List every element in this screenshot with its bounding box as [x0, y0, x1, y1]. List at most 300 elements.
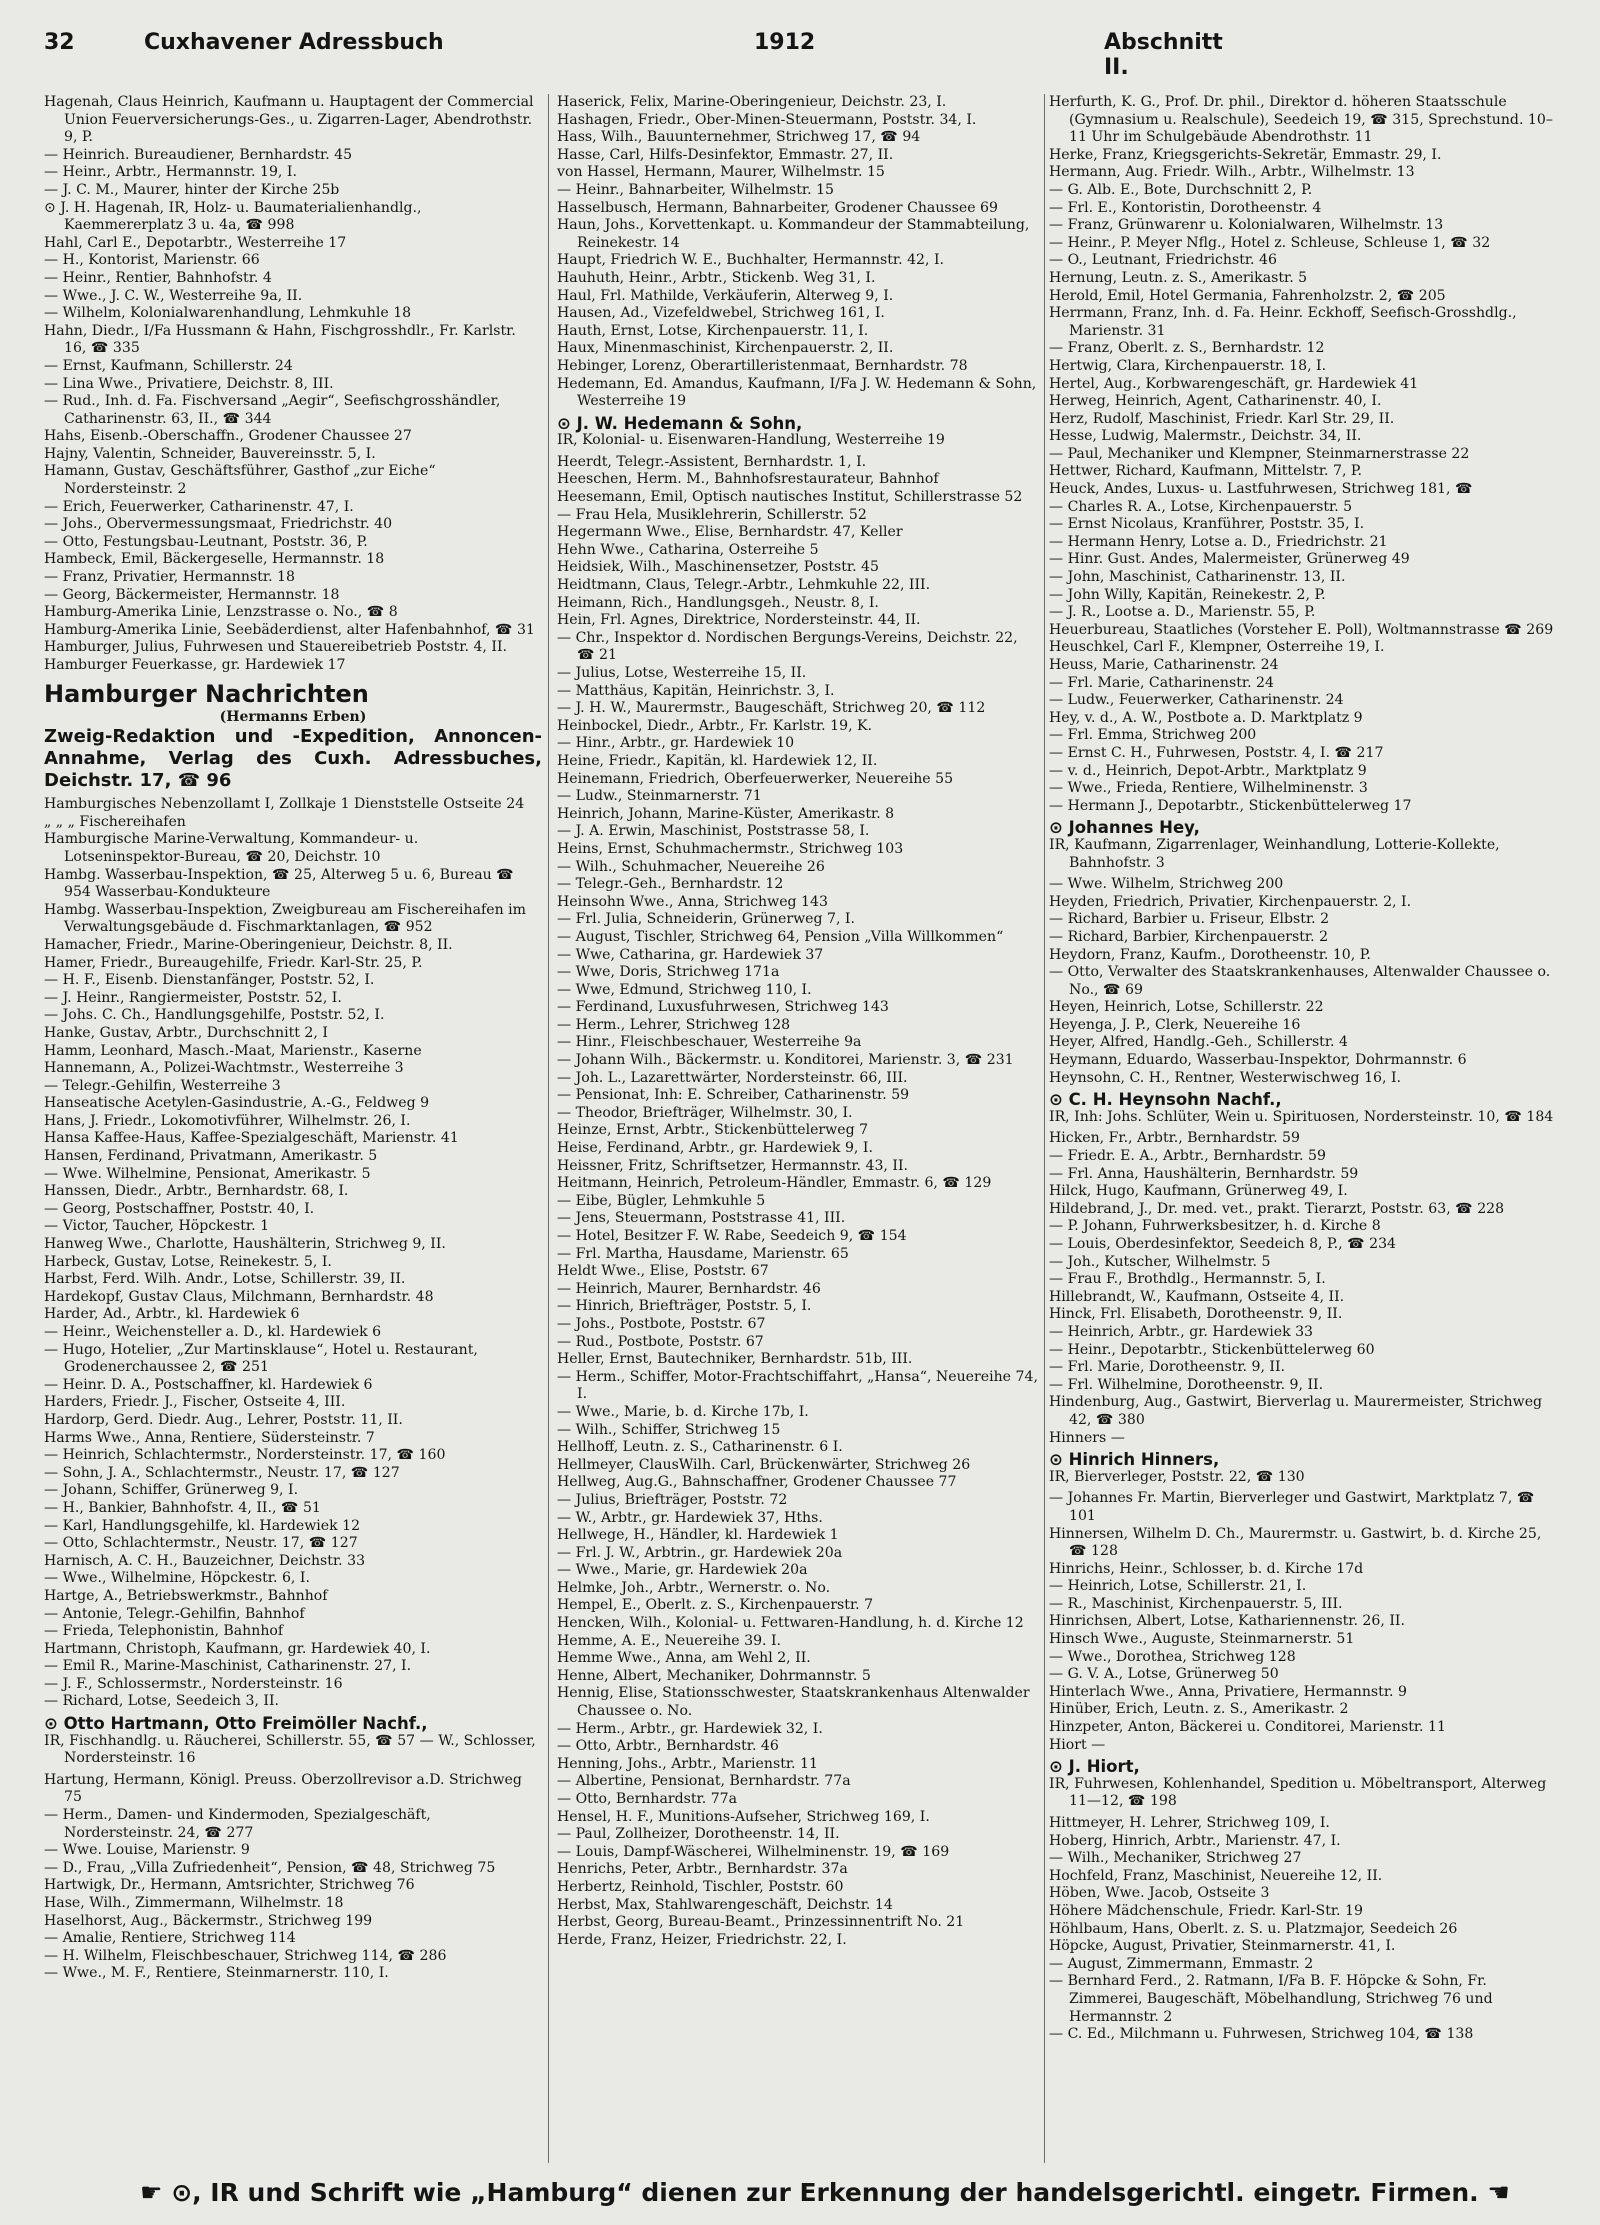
directory-entry: Haselhorst, Aug., Bäckermstr., Strichweg 199 — [44, 1912, 373, 1929]
directory-entry: — Heinr., P. Meyer Nflg., Hotel z. Schleuse, Schleuse 1, ☎ 32 — [1049, 234, 1491, 251]
directory-entry: — Frl. Emma, Strichweg 200 — [1049, 727, 1257, 744]
directory-entry: Hagenah, Claus Heinrich, Kaufmann u. Hauptagent der Commercial Union Feuerversicherungs-Ges., u. Zigarren-Lager, Abendrothstr. 9, P. — [44, 94, 539, 146]
directory-entry: Hellmeyer, ClausWilh. Carl, Brückenwärter, Strichweg 26 — [557, 1456, 971, 1473]
section-label: Abschnitt II. — [1104, 30, 1223, 80]
directory-entry: — Wwe, Edmund, Strichweg 110, I. — [557, 981, 812, 998]
directory-entry: Harbeck, Gustav, Lotse, Reinekestr. 5, I. — [44, 1253, 332, 1270]
directory-entry: — Wilhelm, Kolonialwarenhandlung, Lehmkuhle 18 — [44, 305, 412, 322]
directory-entry: Hensel, H. F., Munitions-Aufseher, Strichweg 169, I. — [557, 1808, 930, 1825]
directory-entry: Henne, Albert, Mechaniker, Dohrmannstr. 5 — [557, 1667, 871, 1684]
directory-entry: Heise, Ferdinand, Arbtr., gr. Hardewiek 9, I. — [557, 1140, 873, 1157]
directory-entry: — Richard, Barbier u. Friseur, Elbstr. 2 — [1049, 911, 1330, 928]
directory-entry: — Wwe., Wilhelmine, Höpckestr. 6, I. — [44, 1570, 310, 1587]
directory-entry: Harms Wwe., Anna, Rentiere, Südersteinstr. 7 — [44, 1429, 375, 1446]
directory-entry: — G. Alb. E., Bote, Durchschnitt 2, P. — [1049, 181, 1313, 198]
directory-entry: Hauhuth, Heinr., Arbtr., Stickenb. Weg 31, I. — [557, 269, 876, 286]
directory-entry: Hass, Wilh., Bauunternehmer, Strichweg 17, ☎ 94 — [557, 129, 921, 146]
directory-entry: Hans, J. Friedr., Lokomotivführer, Wilhelmstr. 26, I. — [44, 1112, 411, 1129]
directory-entry: Heidsiek, Wilh., Maschinensetzer, Poststr. 45 — [557, 559, 879, 576]
directory-entry: — Georg, Postschaffner, Poststr. 40, I. — [44, 1200, 315, 1217]
firm-advertisement — [1049, 819, 1554, 872]
directory-entry: Hamer, Friedr., Bureaugehilfe, Friedr. Karl-Str. 25, P. — [44, 954, 423, 971]
directory-entry: Hey, v. d., A. W., Postbote a. D. Marktplatz 9 — [1049, 709, 1363, 726]
directory-entry: — Wwe., Dorothea, Strichweg 128 — [1049, 1648, 1296, 1665]
directory-entry: Heldt Wwe., Elise, Poststr. 67 — [557, 1263, 769, 1280]
directory-entry: — Chr., Inspektor d. Nordischen Bergungs-Vereins, Deichstr. 22, ☎ 21 — [557, 629, 1023, 664]
directory-entry: — Wilh., Schiffer, Strichweg 15 — [557, 1421, 781, 1438]
directory-entry: — Lina Wwe., Privatiere, Deichstr. 8, III. — [44, 375, 334, 392]
directory-entry: Hiort — — [1049, 1736, 1106, 1753]
directory-entry: Heymann, Eduardo, Wasserbau-Inspektor, Dohrmannstr. 6 — [1049, 1052, 1467, 1069]
directory-entry: Hesse, Ludwig, Malermstr., Deichstr. 34, II. — [1049, 428, 1362, 445]
directory-entry: — Telegr.-Geh., Bernhardstr. 12 — [557, 876, 784, 893]
directory-entry: Hanke, Gustav, Arbtr., Durchschnitt 2, I — [44, 1024, 328, 1041]
footer-note: ☛ ⊙, IR und Schrift wie „Hamburg“ dienen zur Erkennung der handelsgerichtl. eingetr. Firmen. ☚ — [140, 2178, 1510, 2207]
directory-entry: — J. R., Lootse a. D., Marienstr. 55, P. — [1049, 604, 1316, 621]
directory-entry: Heynsohn, C. H., Rentner, Westerwischweg 16, I. — [1049, 1069, 1402, 1086]
directory-entry: — Franz, Grünwarenr u. Kolonialwaren, Wilhelmstr. 13 — [1049, 217, 1444, 234]
directory-entry: — Heinr., Rentier, Bahnhofstr. 4 — [44, 269, 272, 286]
book-title: Cuxhavener Adressbuch — [144, 30, 444, 55]
directory-entry: — Louis, Dampf-Wäscherei, Wilhelminenstr. 19, ☎ 169 — [557, 1843, 950, 1860]
directory-entry: — Otto, Arbtr., Bernhardstr. 46 — [557, 1738, 779, 1755]
directory-entry: — Heinr., Weichensteller a. D., kl. Hardewiek 6 — [44, 1324, 382, 1340]
directory-entry: — Albertine, Pensionat, Bernhardstr. 77a — [557, 1773, 851, 1790]
directory-entry: Heinbockel, Diedr., Arbtr., Fr. Karlstr. 19, K. — [557, 717, 873, 734]
directory-entry: Heuschkel, Carl F., Klempner, Osterreihe 19, I. — [1049, 639, 1385, 656]
ad-title: ⊙ J. Hiort, — [1049, 1757, 1140, 1777]
directory-entry: — H., Bankier, Bahnhofstr. 4, II., ☎ 51 — [44, 1499, 321, 1516]
directory-entry: — Georg, Bäckermeister, Hermannstr. 18 — [44, 586, 340, 603]
directory-entry: — August, Zimmermann, Emmastr. 2 — [1049, 1955, 1314, 1972]
directory-entry: Helmke, Joh., Arbtr., Wernerstr. o. No. — [557, 1579, 831, 1596]
directory-entry: — Wwe, Catharina, gr. Hardewiek 37 — [557, 946, 824, 963]
directory-entry: — Wwe., M. F., Rentiere, Steinmarnerstr. 110, I. — [44, 1965, 389, 1982]
directory-entry: — Victor, Taucher, Höpckestr. 1 — [44, 1218, 270, 1235]
firm-advertisement — [44, 679, 542, 793]
directory-entry: Hertel, Aug., Korbwarengeschäft, gr. Hardewiek 41 — [1049, 375, 1419, 392]
directory-entry: Hebinger, Lorenz, Oberartilleristenmaat, Bernhardstr. 78 — [557, 357, 968, 374]
directory-entry: — Wwe., Marie, b. d. Kirche 17b, I. — [557, 1403, 809, 1420]
directory-entry: — Hotel, Besitzer F. W. Rabe, Seedeich 9, ☎ 154 — [557, 1228, 907, 1244]
directory-entry: Heuerbureau, Staatliches (Vorsteher E. Poll), Woltmannstrasse ☎ 269 — [1049, 621, 1554, 638]
directory-entry: Heinrich, Johann, Marine-Küster, Amerikastr. 8 — [557, 805, 895, 822]
directory-entry: — J. F., Schlossermstr., Nordersteinstr. 16 — [44, 1675, 343, 1692]
firm-advertisement — [557, 415, 1039, 450]
directory-entry: ⊙ J. H. Hagenah, IR, Holz- u. Baumaterialienhandlg., Kaemmererplatz 3 u. 4a, ☎ 998 — [44, 199, 426, 234]
directory-entry: — Frl. Wilhelmine, Dorotheenstr. 9, II. — [1049, 1376, 1324, 1393]
directory-entry: Hannemann, A., Polizei-Wachtmstr., Westerreihe 3 — [44, 1060, 404, 1077]
directory-entry: Hartmann, Christoph, Kaufmann, gr. Hardewiek 40, I. — [44, 1640, 431, 1657]
directory-entry: „ „ „ Fischereihafen — [44, 813, 186, 830]
directory-entry: Hasse, Carl, Hilfs-Desinfektor, Emmastr. 27, II. — [557, 146, 894, 163]
directory-entry: — Wilh., Mechaniker, Strichweg 27 — [1049, 1850, 1302, 1867]
directory-entry: — Karl, Handlungsgehilfe, kl. Hardewiek 12 — [44, 1517, 361, 1534]
directory-entry: Heydorn, Franz, Kaufm., Dorotheenstr. 10, P. — [1049, 946, 1371, 963]
directory-entry: — O., Leutnant, Friedrichstr. 46 — [1049, 252, 1277, 269]
directory-entry: — Telegr.-Gehilfin, Westerreihe 3 — [44, 1077, 281, 1094]
directory-entry: — Frl. Martha, Hausdame, Marienstr. 65 — [557, 1245, 849, 1262]
directory-entry: Herke, Franz, Kriegsgerichts-Sekretär, Emmastr. 29, I. — [1049, 146, 1442, 163]
directory-entry: Henrichs, Peter, Arbtr., Bernhardstr. 37a — [557, 1861, 848, 1878]
directory-entry: Heesemann, Emil, Optisch nautisches Institut, Schillerstrasse 52 — [557, 489, 1023, 506]
directory-entry: Hinck, Frl. Elisabeth, Dorotheenstr. 9, II. — [1049, 1306, 1343, 1323]
ad-text: IR, Fischhandlg. u. Räucherei, Schillerstr. 55, ☎ 57 — W., Schlosser, Nordersteinstr. 16 — [44, 1732, 541, 1767]
directory-entry: — Frl. Marie, Catharinenstr. 24 — [1049, 674, 1274, 691]
directory-entry: Heinze, Ernst, Arbtr., Stickenbüttelerweg 7 — [557, 1122, 869, 1139]
ad-text: IR, Kaufmann, Zigarrenlager, Weinhandlung, Lotterie-Kollekte, Bahnhofstr. 3 — [1049, 836, 1505, 871]
directory-entry: — W., Arbtr., gr. Hardewiek 37, Hths. — [557, 1509, 823, 1526]
directory-entry: — Antonie, Telegr.-Gehilfin, Bahnhof — [44, 1605, 305, 1622]
directory-entry: Hamburger Feuerkasse, gr. Hardewiek 17 — [44, 657, 346, 673]
directory-entry: Harbst, Ferd. Wilh. Andr., Lotse, Schillerstr. 39, II. — [44, 1271, 406, 1288]
directory-entry: — Hinr. Gust. Andes, Malermeister, Grünerweg 49 — [1049, 551, 1410, 568]
directory-entry: — Richard, Lotse, Seedeich 3, II. — [44, 1693, 280, 1710]
directory-entry: — Heinrich, Maurer, Bernhardstr. 46 — [557, 1280, 821, 1297]
directory-entry: Herfurth, K. G., Prof. Dr. phil., Direktor d. höheren Staatsschule (Gymnasium u. Realschule), Seedeich 19, ☎ 315, Sprechstund. 10–11 Uhr im Schulgebäude Abendrothstr. 11 — [1049, 94, 1553, 146]
directory-entry: — Johs., Obervermessungsmaat, Friedrichstr. 40 — [44, 516, 393, 533]
directory-entry: — Heinrich, Lotse, Schillerstr. 21, I. — [1049, 1578, 1307, 1595]
directory-entry: — Wilh., Schuhmacher, Neuereihe 26 — [557, 858, 825, 875]
directory-entry: Heinemann, Friedrich, Oberfeuerwerker, Neuereihe 55 — [557, 770, 954, 787]
directory-entry: — Wwe., J. C. W., Westerreihe 9a, II. — [44, 287, 303, 304]
directory-entry: — Johs., Postbote, Poststr. 67 — [557, 1315, 766, 1332]
directory-entry: — Wwe, Doris, Strichweg 171a — [557, 964, 780, 981]
directory-entry: — Ernst, Kaufmann, Schillerstr. 24 — [44, 357, 293, 374]
directory-entry: — Otto, Verwalter des Staatskrankenhauses, Altenwalder Chaussee o. No., ☎ 69 — [1049, 964, 1555, 998]
directory-entry: — Johannes Fr. Martin, Bierverleger und Gastwirt, Marktplatz 7, ☎ 101 — [1049, 1490, 1539, 1524]
directory-entry: Hellwege, H., Händler, kl. Hardewiek 1 — [557, 1527, 839, 1544]
directory-entry: Hinsch Wwe., Auguste, Steinmarnerstr. 51 — [1049, 1631, 1355, 1648]
directory-entry: — Heinr., Arbtr., Hermannstr. 19, I. — [44, 164, 297, 181]
directory-entry: Hanweg Wwe., Charlotte, Haushälterin, Strichweg 9, II. — [44, 1236, 446, 1253]
directory-entry: Hamburg-Amerika Linie, Lenzstrasse o. No., ☎ 8 — [44, 604, 398, 621]
directory-entry: — Herm., Arbtr., gr. Hardewiek 32, I. — [557, 1720, 823, 1737]
directory-entry: — John, Maschinist, Catharinenstr. 13, II. — [1049, 569, 1346, 586]
directory-entry: — Paul, Zollheizer, Dorotheenstr. 14, II. — [557, 1826, 840, 1843]
directory-entry: — H. Wilhelm, Fleischbeschauer, Strichweg 114, ☎ 286 — [44, 1947, 447, 1964]
directory-entry: — Frau F., Brothdlg., Hermannstr. 5, I. — [1049, 1271, 1326, 1288]
directory-entry: — Franz, Privatier, Hermannstr. 18 — [44, 569, 295, 586]
directory-entry: — Hinr., Arbtr., gr. Hardewiek 10 — [557, 735, 795, 752]
directory-entry: Hasselbusch, Hermann, Bahnarbeiter, Grodener Chaussee 69 — [557, 199, 998, 216]
directory-entry: — Herm., Lehrer, Strichweg 128 — [557, 1016, 791, 1033]
directory-entry: — Charles R. A., Lotse, Kirchenpauerstr. 5 — [1049, 498, 1353, 515]
directory-entry: Hinners — — [1049, 1429, 1125, 1446]
directory-entry: Heimann, Rich., Handlungsgeh., Neustr. 8, I. — [557, 594, 879, 611]
directory-entry: — Hermann J., Depotarbtr., Stickenbüttelerweg 17 — [1049, 797, 1412, 814]
directory-entry: — Julius, Lotse, Westerreihe 15, II. — [557, 665, 807, 681]
directory-entry: Harder, Ad., Arbtr., kl. Hardewiek 6 — [44, 1306, 300, 1323]
directory-entry: Herrmann, Franz, Inh. d. Fa. Heinr. Eckhoff, Seefisch-Grosshdlg., Marienstr. 31 — [1049, 305, 1522, 339]
directory-entry: — Amalie, Rentiere, Strichweg 114 — [44, 1930, 296, 1947]
directory-entry: — Otto, Bernhardstr. 77a — [557, 1791, 738, 1807]
ad-title: ⊙ Johannes Hey, — [1049, 818, 1200, 838]
directory-entry: Hartung, Hermann, Königl. Preuss. Oberzollrevisor a.D. Strichweg 75 — [44, 1771, 527, 1806]
directory-entry: Hamann, Gustav, Geschäftsführer, Gasthof „zur Eiche“ Nordersteinstr. 2 — [44, 463, 441, 498]
directory-entry: Henning, Johs., Arbtr., Marienstr. 11 — [557, 1755, 818, 1772]
directory-entry: Hahn, Diedr., I/Fa Hussmann & Hahn, Fischgrosshdlr., Fr. Karlstr. 16, ☎ 335 — [44, 322, 521, 357]
directory-column-3 — [1049, 94, 1554, 2163]
directory-entry: Harders, Friedr. J., Fischer, Ostseite 4, III. — [44, 1394, 346, 1411]
directory-entry: Heidtmann, Claus, Telegr.-Arbtr., Lehmkuhle 22, III. — [557, 577, 931, 594]
directory-entry: Hahs, Eisenb.-Oberschaffn., Grodener Chaussee 27 — [44, 428, 412, 445]
ad-title: ⊙ Otto Hartmann, Otto Freimöller Nachf., — [44, 1714, 428, 1734]
directory-entry: Haupt, Friedrich W. E., Buchhalter, Hermannstr. 42, I. — [557, 252, 945, 269]
directory-entry: Herbst, Max, Stahlwarengeschäft, Deichstr. 14 — [557, 1896, 893, 1913]
directory-entry: Hennig, Elise, Stationsschwester, Staatskrankenhaus Altenwalder Chaussee o. No. — [557, 1685, 1035, 1720]
directory-entry: — Frl. Marie, Dorotheenstr. 9, II. — [1049, 1359, 1286, 1376]
ad-title: ⊙ Hinrich Hinners, — [1049, 1450, 1220, 1470]
directory-entry: von Hassel, Hermann, Maurer, Wilhelmstr. 15 — [557, 164, 885, 181]
directory-entry: — Wwe. Wilhelm, Strichweg 200 — [1049, 876, 1284, 893]
firm-advertisement — [44, 1715, 542, 1768]
directory-entry: Heyenga, J. P., Clerk, Neuereihe 16 — [1049, 1016, 1301, 1033]
directory-entry: Herbst, Georg, Bureau-Beamt., Prinzessinnentrift No. 21 — [557, 1914, 965, 1931]
directory-entry: Hettwer, Richard, Kaufmann, Mittelstr. 7, P. — [1049, 463, 1363, 480]
directory-entry: — D., Frau, „Villa Zufriedenheit“, Pension, ☎ 48, Strichweg 75 — [44, 1859, 496, 1876]
directory-entry: Hindenburg, Aug., Gastwirt, Bierverlag u. Maurermeister, Strichweg 42, ☎ 380 — [1049, 1394, 1547, 1428]
directory-entry: — Franz, Oberlt. z. S., Bernhardstr. 12 — [1049, 340, 1325, 357]
firm-advertisement — [1049, 1451, 1554, 1486]
directory-entry: Hamburger, Julius, Fuhrwesen und Stauereibetrieb Poststr. 4, II. — [44, 639, 507, 656]
directory-entry: — J. A. Erwin, Maschinist, Poststrasse 58, I. — [557, 823, 870, 840]
directory-entry: Heins, Ernst, Schuhmachermstr., Strichweg 103 — [557, 840, 904, 857]
directory-entry: Hemme Wwe., Anna, am Wehl 2, II. — [557, 1650, 811, 1667]
ad-text: IR, Kolonial- u. Eisenwaren-Handlung, Westerreihe 19 — [557, 432, 945, 449]
directory-entry: — Wwe., Frieda, Rentiere, Wilhelminenstr. 3 — [1049, 780, 1368, 797]
directory-entry: Herde, Franz, Heizer, Friedrichstr. 22, I. — [557, 1931, 847, 1948]
directory-entry: — Frl. Julia, Schneiderin, Grünerweg 7, I. — [557, 911, 855, 928]
directory-entry: Hartwigk, Dr., Hermann, Amtsrichter, Strichweg 76 — [44, 1877, 415, 1894]
directory-entry: Hanseatische Acetylen-Gasindustrie, A.-G., Feldweg 9 — [44, 1095, 430, 1112]
directory-entry: Hamburgisches Nebenzollamt I, Zollkaje 1 Dienststelle Ostseite 24 — [44, 796, 525, 813]
directory-entry: Hashagen, Friedr., Ober-Minen-Steuermann, Poststr. 34, I. — [557, 111, 977, 128]
directory-entry: — Joh. L., Lazarettwärter, Nordersteinstr. 66, III. — [557, 1069, 908, 1086]
directory-entry: — Heinrich, Schlachtermstr., Nordersteinstr. 17, ☎ 160 — [44, 1447, 446, 1464]
directory-entry: Hemme, A. E., Neuereihe 39. I. — [557, 1632, 782, 1649]
directory-entry: — J. H. W., Maurermstr., Baugeschäft, Strichweg 20, ☎ 112 — [557, 700, 986, 717]
firm-advertisement — [1049, 1091, 1554, 1126]
directory-entry: Hencken, Wilh., Kolonial- u. Fettwaren-Handlung, h. d. Kirche 12 — [557, 1615, 1024, 1632]
directory-entry: — Hermann Henry, Lotse a. D., Friedrichstr. 21 — [1049, 533, 1388, 550]
directory-entry: — Wwe. Louise, Marienstr. 9 — [44, 1842, 250, 1859]
directory-entry: — Eibe, Bügler, Lehmkuhle 5 — [557, 1192, 766, 1209]
directory-entry: Hambg. Wasserbau-Inspektion, ☎ 25, Alterweg 5 u. 6, Bureau ☎ 954 Wasserbau-Kondukteure — [44, 866, 519, 901]
directory-entry: — Johann, Schiffer, Grünerweg 9, I. — [44, 1482, 299, 1499]
directory-entry: Hedemann, Ed. Amandus, Kaufmann, I/Fa J. W. Hedemann & Sohn, Westerreihe 19 — [557, 375, 1041, 410]
directory-entry: Hillebrandt, W., Kaufmann, Ostseite 4, II. — [1049, 1288, 1345, 1305]
directory-entry: Harnisch, A. C. H., Bauzeichner, Deichstr. 33 — [44, 1552, 366, 1569]
directory-entry: — Erich, Feuerwerker, Catharinenstr. 47, I. — [44, 498, 354, 515]
directory-entry: Hernung, Leutn. z. S., Amerikastr. 5 — [1049, 269, 1308, 286]
directory-entry: — Frl. Anna, Haushälterin, Bernhardstr. 59 — [1049, 1165, 1359, 1182]
directory-entry: Heyen, Heinrich, Lotse, Schillerstr. 22 — [1049, 999, 1324, 1016]
directory-entry: — Frieda, Telephonistin, Bahnhof — [44, 1623, 284, 1640]
directory-entry: — Hinrich, Briefträger, Poststr. 5, I. — [557, 1298, 812, 1315]
directory-entry: Hinüber, Erich, Leutn. z. S., Amerikastr. 2 — [1049, 1701, 1349, 1718]
directory-entry: — v. d., Heinrich, Depot-Arbtr., Marktplatz 9 — [1049, 762, 1367, 779]
directory-entry: Hein, Frl. Agnes, Direktrice, Nordersteinstr. 44, II. — [557, 612, 921, 629]
directory-entry: Hittmeyer, H. Lehrer, Strichweg 109, I. — [1049, 1815, 1330, 1831]
directory-entry: Haserick, Felix, Marine-Oberingenieur, Deichstr. 23, I. — [557, 94, 947, 110]
ad-title: Hamburger Nachrichten — [44, 679, 369, 708]
directory-entry: Hauth, Ernst, Lotse, Kirchenpauerstr. 11, I. — [557, 322, 869, 339]
directory-entry: Heyer, Alfred, Handlg.-Geh., Schillerstr. 4 — [1049, 1034, 1348, 1051]
directory-entry: Hansen, Ferdinand, Privatmann, Amerikastr. 5 — [44, 1148, 378, 1165]
directory-entry: Hajny, Valentin, Schneider, Bauvereinsstr. 5, I. — [44, 445, 376, 462]
directory-entry: Hildebrand, J., Dr. med. vet., prakt. Tierarzt, Poststr. 63, ☎ 228 — [1049, 1200, 1505, 1217]
ad-text: IR, Bierverleger, Poststr. 22, ☎ 130 — [1049, 1468, 1305, 1485]
directory-entry: Hellweg, Aug.G., Bahnschaffner, Grodener Chaussee 77 — [557, 1474, 957, 1491]
directory-entry: Höhere Mädchenschule, Friedr. Karl-Str. 19 — [1049, 1902, 1363, 1919]
directory-entry: — P. Johann, Fuhrwerksbesitzer, h. d. Kirche 8 — [1049, 1218, 1381, 1235]
column-divider — [548, 94, 549, 2163]
directory-entry: — Frau Hela, Musiklehrerin, Schillerstr. 52 — [557, 506, 867, 523]
directory-entry: Höben, Wwe. Jacob, Ostseite 3 — [1049, 1885, 1270, 1902]
directory-entry: — Louis, Oberdesinfektor, Seedeich 8, P., ☎ 234 — [1049, 1236, 1397, 1252]
page-header — [44, 30, 1244, 80]
directory-entry: Hamm, Leonhard, Masch.-Maat, Marienstr., Kaserne — [44, 1042, 422, 1059]
directory-entry: — Rud., Postbote, Poststr. 67 — [557, 1333, 764, 1350]
directory-entry: — Ludw., Steinmarnerstr. 71 — [557, 788, 762, 805]
directory-entry: — Ernst Nicolaus, Kranführer, Poststr. 35, I. — [1049, 516, 1365, 533]
directory-entry: Heeschen, Herm. M., Bahnhofsrestaurateur, Bahnhof — [557, 471, 939, 488]
firm-advertisement — [1049, 1758, 1554, 1811]
directory-entry: — Bernhard Ferd., 2. Ratmann, I/Fa B. F. Höpcke & Sohn, Fr. Zimmerei, Baugeschäft, Möbelhandlung, Strichweg 76 und Hermannstr. 2 — [1049, 1973, 1498, 2025]
directory-entry: Heller, Ernst, Bautechniker, Bernhardstr. 51b, III. — [557, 1351, 913, 1368]
directory-entry: Hamacher, Friedr., Marine-Oberingenieur, Deichstr. 8, II. — [44, 936, 453, 953]
directory-entry: — J. C. M., Maurer, hinter der Kirche 25b — [44, 181, 340, 198]
directory-entry: Hempel, E., Oberlt. z. S., Kirchenpauerstr. 7 — [557, 1597, 874, 1614]
directory-entry: Heuss, Marie, Catharinenstr. 24 — [1049, 657, 1279, 673]
directory-entry: — Heinrich. Bureaudiener, Bernhardstr. 45 — [44, 146, 353, 163]
directory-entry: Haul, Frl. Mathilde, Verkäuferin, Alterweg 9, I. — [557, 287, 894, 304]
directory-entry: — John Willy, Kapitän, Reinekestr. 2, P. — [1049, 586, 1326, 603]
directory-entry: — Heinrich, Arbtr., gr. Hardewiek 33 — [1049, 1323, 1314, 1340]
ad-title: ⊙ C. H. Heynsohn Nachf., — [1049, 1090, 1282, 1110]
directory-entry: Hermann, Aug. Friedr. Wilh., Arbtr., Wilhelmstr. 13 — [1049, 164, 1415, 181]
directory-entry: Hicken, Fr., Arbtr., Bernhardstr. 59 — [1049, 1130, 1300, 1147]
directory-entry: — Herm., Damen- und Kindermoden, Spezialgeschäft, Nordersteinstr. 24, ☎ 277 — [44, 1807, 436, 1841]
directory-entry: Hinrichsen, Albert, Lotse, Kathariennenstr. 26, II. — [1049, 1613, 1405, 1630]
directory-entry: — Rud., Inh. d. Fa. Fischversand „Aegir“, Seefischgrosshändler, Catharinenstr. 63, II., ☎ 344 — [44, 393, 505, 427]
ad-text: IR, Fuhrwesen, Kohlenhandel, Spedition u. Möbeltransport, Alterweg 11—12, ☎ 198 — [1049, 1775, 1551, 1810]
directory-entry: — Richard, Barbier, Kirchenpauerstr. 2 — [1049, 928, 1329, 945]
directory-entry: Hellhoff, Leutn. z. S., Catharinenstr. 6 I. — [557, 1439, 843, 1456]
directory-entry: Heuck, Andes, Luxus- u. Lastfuhrwesen, Strichweg 181, ☎ — [1049, 481, 1473, 498]
directory-entry: — Johann Wilh., Bäckermstr. u. Konditorei, Marienstr. 3, ☎ 231 — [557, 1052, 1014, 1069]
directory-entry: Herold, Emil, Hotel Germania, Fahrenholzstr. 2, ☎ 205 — [1049, 287, 1446, 304]
directory-entry: Hambg. Wasserbau-Inspektion, Zweigbureau am Fischereihafen im Verwaltungsgebäude d. Fischmarktanlagen, ☎ 952 — [44, 901, 531, 936]
directory-entry: Herweg, Heinrich, Agent, Catharinenstr. 40, I. — [1049, 393, 1382, 410]
directory-entry: — Paul, Mechaniker und Klempner, Steinmarnerstrasse 22 — [1049, 445, 1470, 462]
directory-entry: — Ernst C. H., Fuhrwesen, Poststr. 4, I. ☎ 217 — [1049, 744, 1384, 761]
directory-entry: — Friedr. E. A., Arbtr., Bernhardstr. 59 — [1049, 1148, 1326, 1165]
directory-entry: Herbertz, Reinhold, Tischler, Poststr. 60 — [557, 1878, 844, 1895]
directory-entry: Hilck, Hugo, Kaufmann, Grünerweg 49, I. — [1049, 1183, 1348, 1200]
directory-entry: Herz, Rudolf, Maschinist, Friedr. Karl Str. 29, II. — [1049, 410, 1395, 427]
directory-entry: Heissner, Fritz, Schriftsetzer, Hermannstr. 43, II. — [557, 1157, 908, 1174]
directory-entry: Hinnersen, Wilhelm D. Ch., Maurermstr. u. Gastwirt, b. d. Kirche 25, ☎ 128 — [1049, 1525, 1546, 1560]
directory-entry: Hartge, A., Betriebswerkmstr., Bahnhof — [44, 1587, 328, 1604]
directory-entry: — J. Heinr., Rangiermeister, Poststr. 52, I. — [44, 989, 342, 1006]
directory-entry: — Ferdinand, Luxusfuhrwesen, Strichweg 143 — [557, 999, 889, 1016]
book-year: 1912 — [754, 30, 816, 55]
page-number: 32 — [44, 30, 75, 55]
directory-entry: Hase, Wilh., Zimmermann, Wilhelmstr. 18 — [44, 1895, 344, 1911]
directory-entry: — G. V. A., Lotse, Grünerweg 50 — [1049, 1666, 1279, 1683]
directory-entry: Hamburg-Amerika Linie, Seebäderdienst, alter Hafenbahnhof, ☎ 31 — [44, 621, 535, 638]
directory-entry: — Joh., Kutscher, Wilhelmstr. 5 — [1049, 1253, 1271, 1270]
ad-text: IR, Inh: Johs. Schlüter, Wein u. Spirituosen, Nordersteinstr. 10, ☎ 184 — [1049, 1108, 1554, 1125]
directory-entry: — Herm., Schiffer, Motor-Frachtschiffahrt, „Hansa“, Neuereihe 74, I. — [557, 1368, 1043, 1403]
directory-entry: Hamburgische Marine-Verwaltung, Kommandeur- u. Lotseninspektor-Bureau, ☎ 20, Deichstr. 10 — [44, 831, 423, 865]
directory-entry: Haun, Johs., Korvettenkapt. u. Kommandeur der Stammabteilung, Reinekestr. 14 — [557, 217, 1034, 251]
directory-entry: — Ludw., Feuerwerker, Catharinenstr. 24 — [1049, 692, 1344, 709]
directory-entry: Hinzpeter, Anton, Bäckerei u. Conditorei, Marienstr. 11 — [1049, 1719, 1446, 1736]
ad-text: Zweig-Redaktion und -Expedition, Annoncen-Annahme, Verlag des Cuxh. Adressbuches, Deichstr. 17, ☎ 96 — [44, 726, 542, 792]
directory-entry: — Julius, Briefträger, Poststr. 72 — [557, 1491, 788, 1508]
directory-column-2 — [557, 94, 1043, 2163]
directory-entry: — Theodor, Briefträger, Wilhelmstr. 30, I. — [557, 1104, 853, 1121]
directory-entry: Heine, Friedr., Kapitän, kl. Hardewiek 12, II. — [557, 752, 878, 769]
directory-entry: Heinsohn Wwe., Anna, Strichweg 143 — [557, 893, 828, 910]
directory-entry: Hegermann Wwe., Elise, Bernhardstr. 47, Keller — [557, 524, 903, 541]
directory-entry: — Wwe., Marie, gr. Hardewiek 20a — [557, 1562, 808, 1579]
directory-entry: Höpcke, August, Privatier, Steinmarnerstr. 41, I. — [1049, 1938, 1396, 1955]
directory-entry: Heitmann, Heinrich, Petroleum-Händler, Emmastr. 6, ☎ 129 — [557, 1175, 992, 1192]
directory-entry: Hardorp, Gerd. Diedr. Aug., Lehrer, Poststr. 11, II. — [44, 1411, 403, 1428]
directory-entry: Hausen, Ad., Vizefeldwebel, Strichweg 161, I. — [557, 305, 885, 322]
directory-entry: — Otto, Festungsbau-Leutnant, Poststr. 36, P. — [44, 533, 368, 550]
directory-entry: Haux, Minenmaschinist, Kirchenpauerstr. 2, II. — [557, 340, 894, 357]
directory-entry: — R., Maschinist, Kirchenpauerstr. 5, III. — [1049, 1595, 1343, 1612]
directory-entry: — Hinr., Fleischbeschauer, Westerreihe 9a — [557, 1034, 862, 1051]
directory-entry: Hochfeld, Franz, Maschinist, Neuereihe 12, II. — [1049, 1867, 1383, 1884]
directory-entry: — Hugo, Hotelier, „Zur Martinsklause“, Hotel u. Restaurant, Grodenerchaussee 2, ☎ 251 — [44, 1341, 483, 1376]
directory-entry: — Matthäus, Kapitän, Heinrichstr. 3, I. — [557, 682, 835, 699]
directory-entry: Hambeck, Emil, Bäckergeselle, Hermannstr. 18 — [44, 551, 385, 568]
directory-entry: — Wwe. Wilhelmine, Pensionat, Amerikastr. 5 — [44, 1165, 371, 1182]
directory-entry: — Pensionat, Inh: E. Schreiber, Catharinenstr. 59 — [557, 1087, 910, 1104]
directory-entry: — Frl. E., Kontoristin, Dorotheenstr. 4 — [1049, 199, 1322, 216]
directory-entry: Hertwig, Clara, Kirchenpauerstr. 18, I. — [1049, 357, 1327, 374]
directory-entry: — Sohn, J. A., Schlachtermstr., Neustr. 17, ☎ 127 — [44, 1464, 400, 1481]
directory-entry: — August, Tischler, Strichweg 64, Pension „Villa Willkommen“ — [557, 928, 1004, 945]
directory-entry: Heerdt, Telegr.-Assistent, Bernhardstr. 1, I. — [557, 453, 867, 470]
directory-entry: — Heinr., Bahnarbeiter, Wilhelmstr. 15 — [557, 181, 835, 198]
directory-entry: — C. Ed., Milchmann u. Fuhrwesen, Strichweg 104, ☎ 138 — [1049, 2026, 1474, 2043]
directory-entry: Hinterlach Wwe., Anna, Privatiere, Hermannstr. 9 — [1049, 1683, 1407, 1700]
directory-entry: Hardekopf, Gustav Claus, Milchmann, Bernhardstr. 48 — [44, 1288, 434, 1305]
ad-subtitle: (Hermanns Erben) — [219, 708, 367, 725]
directory-entry: Hahl, Carl E., Depotarbtr., Westerreihe 17 — [44, 234, 347, 251]
directory-entry: Hanssen, Diedr., Arbtr., Bernhardstr. 68, I. — [44, 1183, 349, 1200]
directory-entry: Heyden, Friedrich, Privatier, Kirchenpauerstr. 2, I. — [1049, 893, 1412, 910]
directory-entry: — Otto, Schlachtermstr., Neustr. 17, ☎ 127 — [44, 1535, 358, 1552]
directory-entry: — Heinr., Depotarbtr., Stickenbüttelerweg 60 — [1049, 1341, 1375, 1358]
directory-entry: Höhlbaum, Hans, Oberlt. z. S. u. Platzmajor, Seedeich 26 — [1049, 1920, 1458, 1937]
directory-entry: — Johs. C. Ch., Handlungsgehilfe, Poststr. 52, I. — [44, 1007, 385, 1024]
column-divider — [1044, 94, 1045, 2163]
directory-entry: Hansa Kaffee-Haus, Kaffee-Spezialgeschäft, Marienstr. 41 — [44, 1130, 459, 1147]
directory-entry: — Frl. J. W., Arbtrin., gr. Hardewiek 20a — [557, 1544, 843, 1561]
directory-entry: — Heinr. D. A., Postschaffner, kl. Hardewiek 6 — [44, 1376, 373, 1393]
directory-entry: — Emil R., Marine-Maschinist, Catharinenstr. 27, I. — [44, 1658, 412, 1675]
ad-title: ⊙ J. W. Hedemann & Sohn, — [557, 413, 803, 433]
directory-entry: — H. F., Eisenb. Dienstanfänger, Poststr. 52, I. — [44, 972, 375, 989]
